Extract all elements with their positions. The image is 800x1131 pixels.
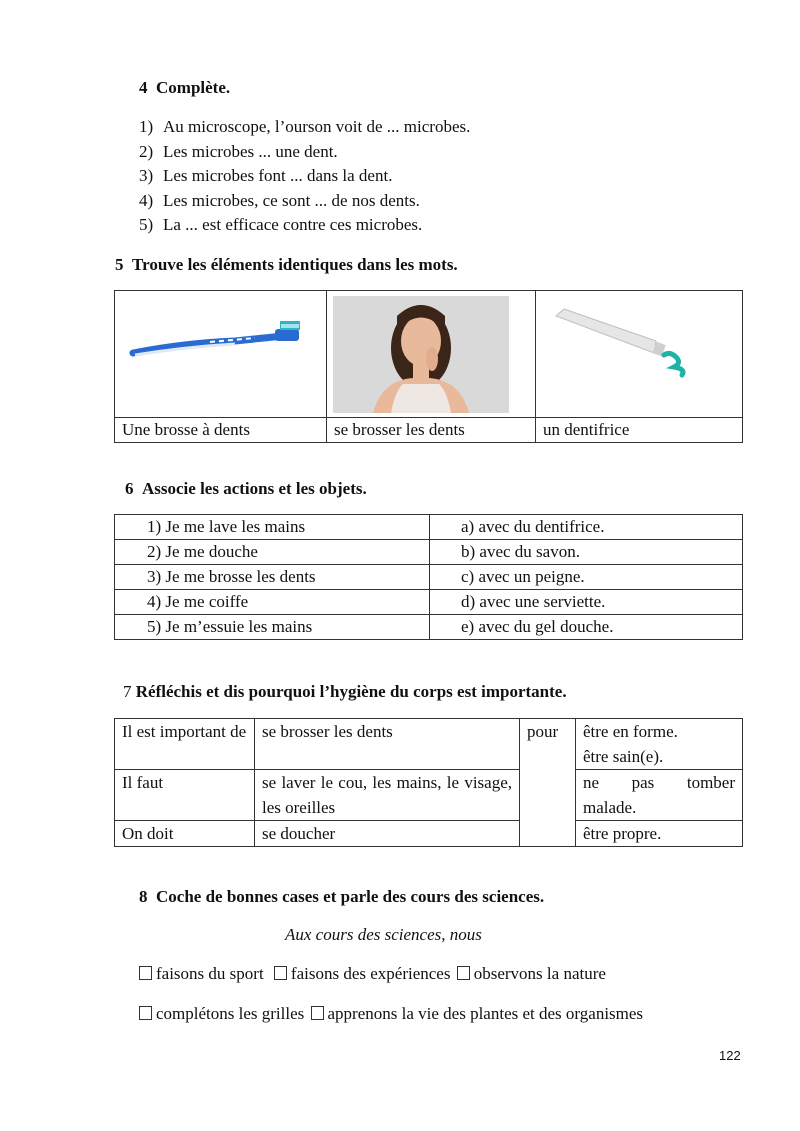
- object-cell: c) avec un peigne.: [430, 565, 743, 590]
- checkbox-option[interactable]: faisons du sport: [139, 964, 264, 983]
- caption-brush-teeth: se brosser les dents: [327, 418, 536, 443]
- toothpaste-image-cell: [536, 291, 743, 418]
- caption-toothbrush: Une brosse à dents: [115, 418, 327, 443]
- ex4-number: 4: [139, 78, 148, 97]
- ex8-subtitle: Aux cours des sciences, nous: [285, 925, 482, 944]
- ex6-number: 6: [125, 479, 134, 498]
- ex5-table: [114, 290, 743, 443]
- checkbox-icon[interactable]: [139, 1006, 152, 1020]
- checkbox-option[interactable]: apprenons la vie des plantes et des organismes: [311, 1004, 644, 1023]
- list-item: 4) Les microbes, ce sont ... de nos dents.: [139, 191, 420, 210]
- ex5-title: Trouve les éléments identiques dans les mots.: [132, 255, 458, 274]
- text-en-forme: être en forme.: [583, 722, 678, 741]
- action-cell: 4) Je me coiffe: [115, 590, 430, 615]
- ex6-title: Associe les actions et les objets.: [142, 479, 367, 498]
- caption-toothpaste: un dentifrice: [536, 418, 743, 443]
- object-cell: a) avec du dentifrice.: [430, 515, 743, 540]
- table-row: [115, 821, 743, 847]
- cell-brush: se brosser les dents: [255, 719, 520, 770]
- ex4-title: Complète.: [156, 78, 231, 97]
- ex5-number: 5: [115, 255, 124, 274]
- action-cell: 2) Je me douche: [115, 540, 430, 565]
- cell-wash: se laver le cou, les mains, le visage, les oreilles: [255, 770, 520, 821]
- table-row: [115, 770, 743, 821]
- ex7-heading: [123, 682, 567, 702]
- list-item: 5) La ... est efficace contre ces microbes.: [139, 215, 423, 234]
- cell-on-doit: On doit: [115, 821, 255, 847]
- cell-important: Il est important de: [115, 719, 255, 770]
- checkbox-row-2: [139, 1004, 643, 1024]
- cell-shower: se doucher: [255, 821, 520, 847]
- action-cell: 5) Je m’essuie les mains: [115, 615, 430, 640]
- ex8-title: Coche de bonnes cases et parle des cours des sciences.: [156, 887, 545, 906]
- ex6-heading: [125, 479, 367, 499]
- text-sain: être sain(e).: [583, 747, 664, 766]
- object-cell: d) avec une serviette.: [430, 590, 743, 615]
- toothbrush-image: [115, 291, 326, 410]
- table-row: [115, 515, 743, 540]
- ex8-number: 8: [139, 887, 148, 906]
- action-cell: 3) Je me brosse les dents: [115, 565, 430, 590]
- cell-health: [576, 719, 743, 770]
- list-item: 3) Les microbes font ... dans la dent.: [139, 166, 393, 185]
- ex4-heading: [139, 78, 230, 98]
- ex7-number: 7: [123, 682, 132, 701]
- checkbox-option[interactable]: faisons des expériences: [274, 964, 451, 983]
- list-item: 2) Les microbes ... une dent.: [139, 142, 338, 161]
- checkbox-row-1: [139, 964, 606, 984]
- checkbox-icon[interactable]: [274, 966, 287, 980]
- table-row: [115, 540, 743, 565]
- ex6-table: [114, 514, 743, 640]
- cell-not-sick: ne pas tomber malade.: [576, 770, 743, 821]
- table-row: [115, 565, 743, 590]
- object-cell: e) avec du gel douche.: [430, 615, 743, 640]
- toothbrush-image-cell: [115, 291, 327, 418]
- ex5-heading: [115, 255, 458, 275]
- checkbox-option[interactable]: complétons les grilles: [139, 1004, 304, 1023]
- toothpaste-image: [536, 291, 742, 410]
- girl-brushing-image: [333, 296, 509, 413]
- ex7-table: [114, 718, 743, 847]
- cell-clean: être propre.: [576, 821, 743, 847]
- object-cell: b) avec du savon.: [430, 540, 743, 565]
- checkbox-icon[interactable]: [139, 966, 152, 980]
- page-number: 122: [719, 1048, 741, 1063]
- list-item: 1) Au microscope, l’ourson voit de ... microbes.: [139, 117, 471, 136]
- cell-pour: pour: [520, 719, 576, 847]
- table-row: [115, 719, 743, 770]
- ex7-title: Réfléchis et dis pourquoi l’hygiène du corps est importante.: [135, 682, 567, 701]
- table-row: [115, 615, 743, 640]
- checkbox-icon[interactable]: [311, 1006, 324, 1020]
- ex8-heading: [139, 887, 544, 907]
- cell-il-faut: Il faut: [115, 770, 255, 821]
- checkbox-icon[interactable]: [457, 966, 470, 980]
- checkbox-option[interactable]: observons la nature: [457, 964, 606, 983]
- table-row: [115, 590, 743, 615]
- girl-image-cell: [327, 291, 536, 418]
- action-cell: 1) Je me lave les mains: [115, 515, 430, 540]
